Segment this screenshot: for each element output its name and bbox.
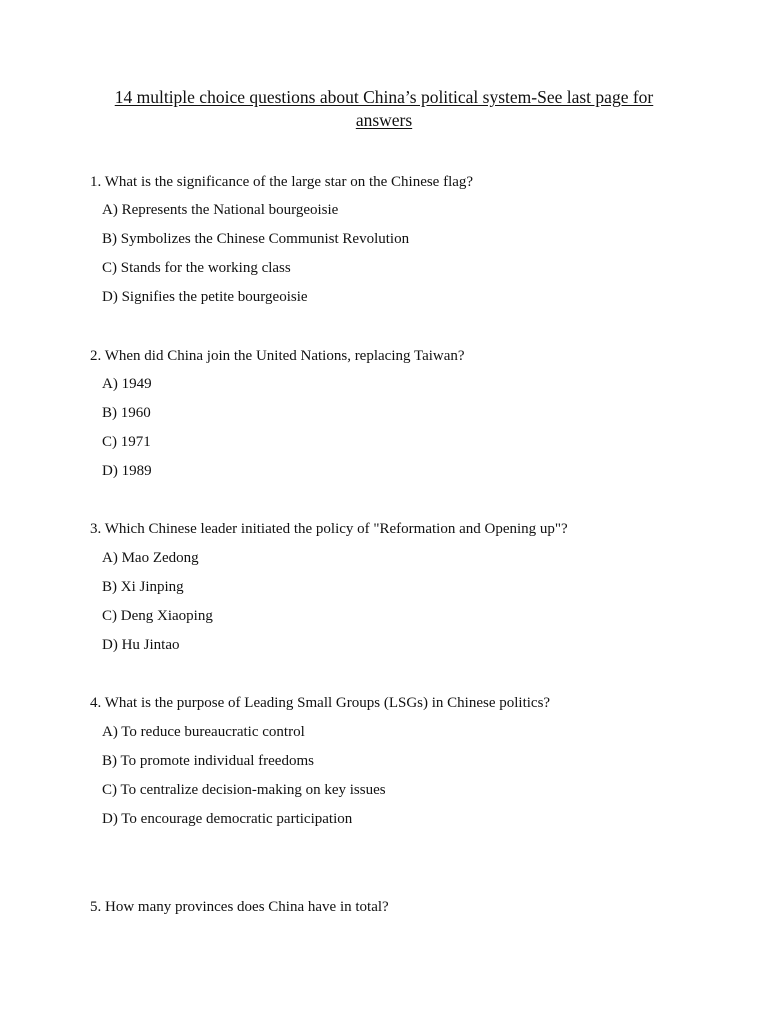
question-3-option-a: A) Mao Zedong [102,550,199,566]
question-1-text: 1. What is the significance of the large star on the Chinese flag? [90,174,474,190]
question-4-option-a: A) To reduce bureaucratic control [102,724,305,740]
question-2-option-d: D) 1989 [102,463,152,479]
question-4-option-d: D) To encourage democratic participation [102,811,353,827]
question-1-option-d: D) Signifies the petite bourgeoisie [102,289,308,305]
question-1-option-c: C) Stands for the working class [102,260,291,276]
question-2-option-b: B) 1960 [102,405,151,421]
document-title: 14 multiple choice questions about China’s political system-See last page for answers [114,87,654,130]
question-3-option-c: C) Deng Xiaoping [102,608,213,624]
question-2-text: 2. When did China join the United Nations, replacing Taiwan? [90,348,465,364]
question-4-text: 4. What is the purpose of Leading Small Groups (LSGs) in Chinese politics? [90,695,551,711]
question-3-text: 3. Which Chinese leader initiated the policy of "Reformation and Opening up"? [90,521,568,537]
question-2-option-a: A) 1949 [102,376,152,392]
question-4-option-b: B) To promote individual freedoms [102,753,314,769]
question-3-option-d: D) Hu Jintao [102,637,180,653]
question-2-option-c: C) 1971 [102,434,151,450]
question-1-option-b: B) Symbolizes the Chinese Communist Revolution [102,231,410,247]
question-3-option-b: B) Xi Jinping [102,579,184,595]
question-5-text: 5. How many provinces does China have in total? [90,899,389,915]
question-4-option-c: C) To centralize decision-making on key issues [102,782,386,798]
question-1-option-a: A) Represents the National bourgeoisie [102,202,339,218]
